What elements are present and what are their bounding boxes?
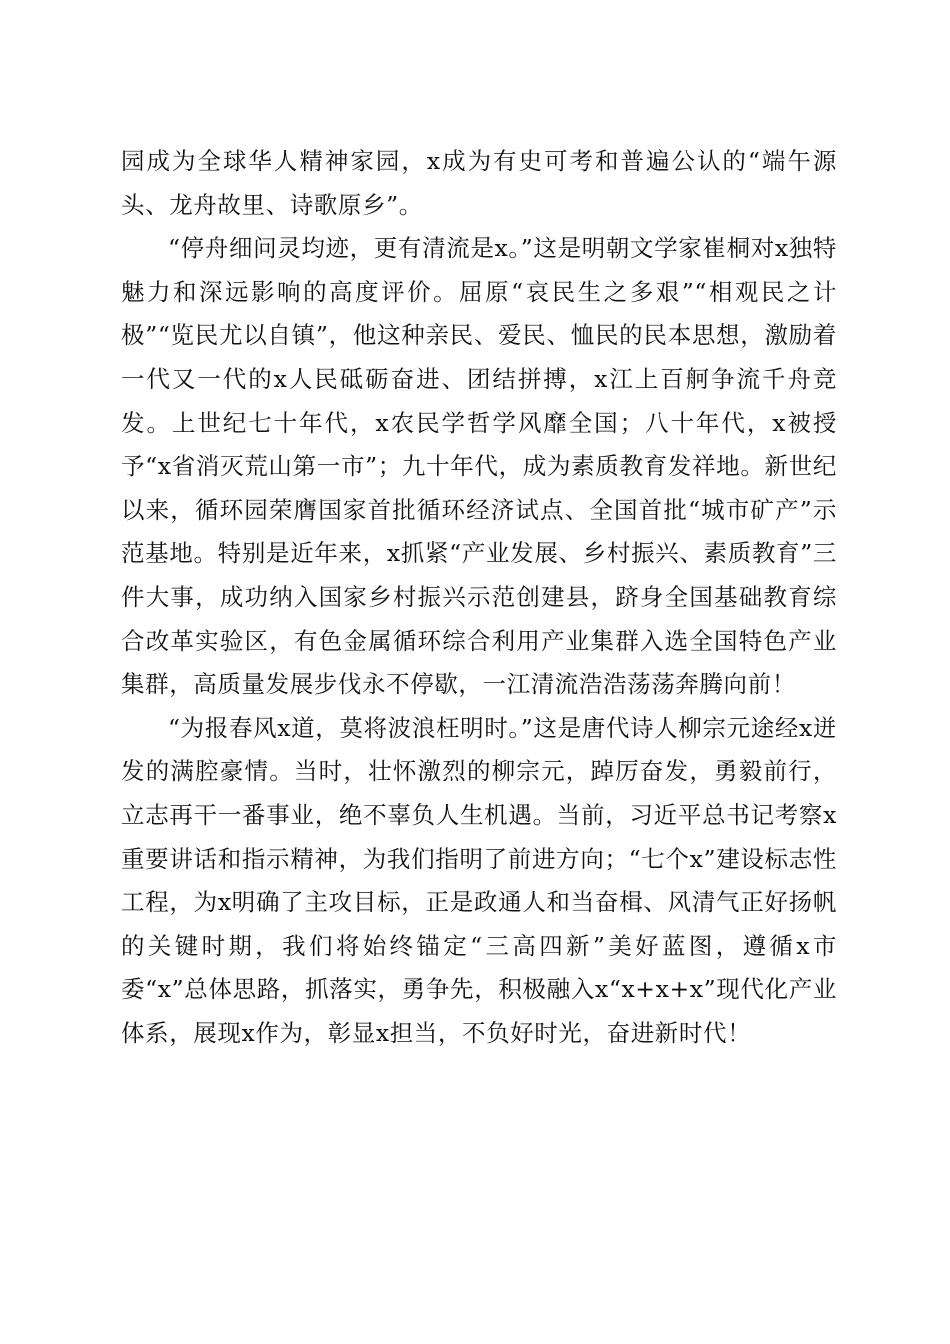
paragraph-cui-tong-quote: “停舟细问灵均迹，更有清流是x。”这是明朝文学家崔桐对x独特魅力和深远影响的高度评价。屈原“哀民生之多艰”“相观民之计极”“览民尤以自镇”，他这种亲民、爱民、恤民的民本思想，激励着一代又一代的x人民砥砺奋进、团结拼搏，x江上百舸争流千舟竞发。上世纪七十年代，x农民学哲学风靡全国；八十年代，x被授予“x省消灭荒山第一市”；九十年代，成为素质教育发祥地。新世纪以来，循环园荣膺国家首批循环经济试点、全国首批“城市矿产”示范基地。特别是近年来，x抓紧“产业发展、乡村振兴、素质教育”三件大事，成功纳入国家乡村振兴示范创建县，跻身全国基础教育综合改革实验区，有色金属循环综合利用产业集群入选全国特色产业集群，高质量发展步伐永不停歇，一江清流浩浩荡荡奔腾向前！ bbox=[121, 234, 837, 699]
paragraph-continued: 园成为全球华人精神家园，x成为有史可考和普遍公认的“端午源头、龙舟故里、诗歌原乡”。 bbox=[121, 147, 837, 219]
document-body bbox=[121, 140, 837, 1055]
paragraph-liu-zongyuan-quote: “为报春风x道，莫将波浪枉明时。”这是唐代诗人柳宗元途经x迸发的满腔豪情。当时，壮怀激烈的柳宗元，踔厉奋发，勇毅前行，立志再干一番事业，绝不辜负人生机遇。当前，习近平总书记考察x重要讲话和指示精神，为我们指明了前进方向；“七个x”建设标志性工程，为x明确了主攻目标，正是政通人和当奋楫、风清气正好扬帆的关键时期，我们将始终锚定“三高四新”美好蓝图，遵循x市委“x”总体思路，抓落实，勇争先，积极融入x“x+x+x”现代化产业体系，展现x作为，彰显x担当，不负好时光，奋进新时代！ bbox=[121, 713, 837, 1047]
